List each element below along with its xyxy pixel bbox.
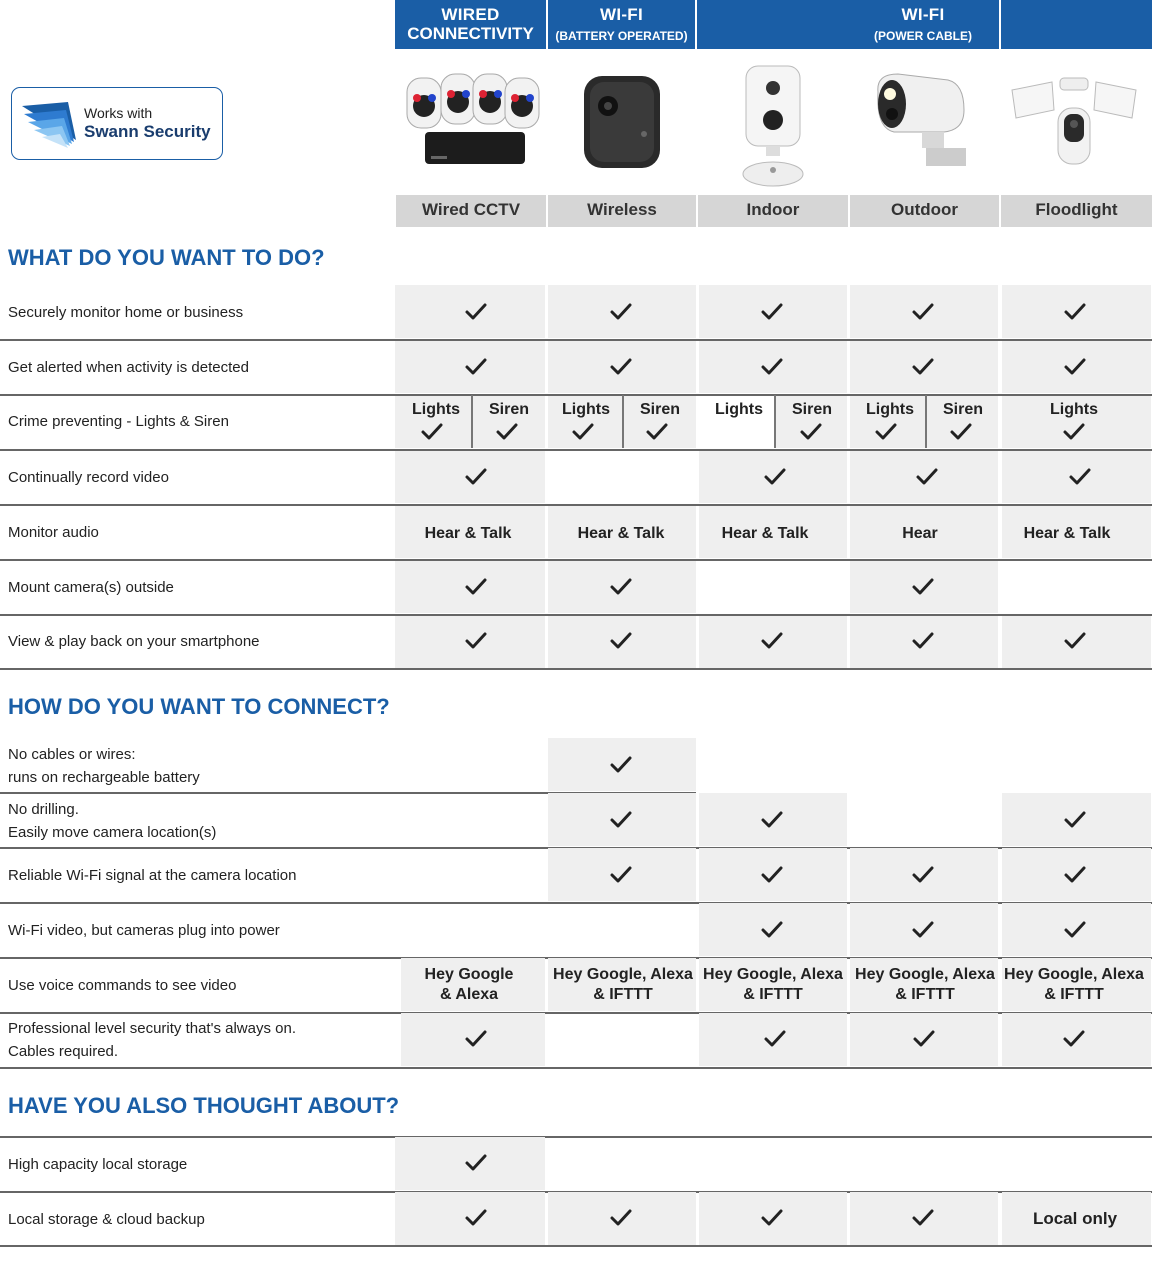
row-label-record: Continually record video [8,469,169,486]
row-divider [0,504,1152,506]
row-divider [0,1136,1152,1138]
section-heading-do: WHAT DO YOU WANT TO DO? [8,245,325,270]
row-label-nodrill-line2: Easily move camera location(s) [8,824,217,841]
voice-wired [394,965,544,1005]
audio-floodlight [992,524,1142,544]
check-icon [1063,357,1087,377]
row-label-wifi-power: Wi-Fi video, but cameras plug into power [8,922,280,939]
audio-indoor [690,524,840,544]
check-icon [760,865,784,885]
check-icon [464,357,488,377]
row-label-playback: View & play back on your smartphone [8,633,260,650]
voice-wired-line1: Hey Google [424,966,514,983]
check-icon [1062,422,1086,442]
check-icon [763,1029,787,1049]
voice-indoor-line1: Hey Google, Alexa [703,966,843,983]
check-icon [760,302,784,322]
check-icon [874,422,898,442]
check-icon [915,467,939,487]
audio-wired [393,524,543,544]
audio-outdoor [845,524,995,544]
check-icon [571,422,595,442]
crime-subdivider [622,395,624,448]
header-wifi-battery [548,0,695,49]
check-icon [760,1208,784,1228]
check-icon [609,357,633,377]
check-icon [645,422,669,442]
swann-logo [11,87,223,160]
row-divider [0,1245,1152,1247]
row-label-storage: High capacity local storage [8,1156,188,1173]
voice-indoor-line2: & IFTTT [743,986,803,1003]
header-wifi-power-line2: (POWER CABLE) [874,29,972,43]
check-icon [1068,467,1092,487]
check-icon [1063,631,1087,651]
crime-siren-label: Siren [639,401,680,418]
voice-indoor [698,965,848,1005]
check-icon [760,631,784,651]
check-icon [1063,302,1087,322]
header-wifi-power [697,0,1152,49]
check-icon [464,631,488,651]
row-divider [0,614,1152,616]
check-icon [464,467,488,487]
check-icon [464,577,488,597]
check-icon [464,1029,488,1049]
row-label-voice: Use voice commands to see video [8,977,237,994]
check-icon [609,865,633,885]
crime-siren-label: Siren [488,401,529,418]
crime-siren-label: Siren [791,401,832,418]
crime-lights-label: Lights [1050,401,1098,418]
row-label-pro-line1: Professional level security that's always on. [8,1020,296,1037]
crime-lights-label: Lights [412,401,460,418]
row-label-nodrill-line1: No drilling. [8,801,79,818]
category-wired-cctv: Wired CCTV [396,195,546,227]
check-icon [609,631,633,651]
logo-line2: Swann Security [84,122,211,141]
outdoor-camera-image [868,70,974,170]
voice-floodlight [999,965,1149,1005]
header-wifi-battery-line2: (BATTERY OPERATED) [555,29,688,43]
row-label-nocables [8,743,200,789]
check-icon [1063,865,1087,885]
row-label-crime: Crime preventing - Lights & Siren [8,413,229,430]
voice-wireless-line2: & IFTTT [593,986,653,1003]
check-icon [609,755,633,775]
header-wired [395,0,546,49]
check-icon [464,1208,488,1228]
voice-wireless [548,965,698,1005]
row-divider [0,339,1152,341]
header-wifi-battery-line1: WI-FI [599,5,644,24]
header-wired-line1: WIRED [441,5,500,24]
check-icon [949,422,973,442]
row-label-nocables-line1: No cables or wires: [8,746,136,763]
row-label-audio: Monitor audio [8,524,99,541]
check-icon [609,577,633,597]
row-label-mount: Mount camera(s) outside [8,579,174,596]
crime-siren-label: Siren [942,401,983,418]
check-icon [911,357,935,377]
category-outdoor: Outdoor [850,195,999,227]
floodlight-camera-image [1008,74,1140,168]
check-icon [911,577,935,597]
row-divider [0,1067,1152,1069]
voice-outdoor [850,965,1000,1005]
voice-outdoor-line2: & IFTTT [895,986,955,1003]
header-wifi-power-line1: WI-FI [901,5,945,24]
indoor-camera-image [740,62,806,188]
swann-wing-icon [20,100,82,150]
category-floodlight: Floodlight [1001,195,1152,227]
backup-floodlight-local-only: Local only [1032,1209,1118,1228]
check-icon [799,422,823,442]
check-icon [420,422,444,442]
row-divider [0,668,1152,670]
voice-floodlight-line2: & IFTTT [1044,986,1104,1003]
crime-lights-label: Lights [562,401,610,418]
voice-wireless-line1: Hey Google, Alexa [553,966,693,983]
header-divider [999,0,1001,49]
check-icon [464,1153,488,1173]
check-icon [760,357,784,377]
row-label-nodrill [8,798,216,844]
row-divider [0,559,1152,561]
audio-floodlight-line1: Hear & Talk [1023,525,1111,542]
check-icon [911,631,935,651]
check-icon [763,467,787,487]
check-icon [911,302,935,322]
row-label-pro [8,1017,296,1063]
check-icon [609,1208,633,1228]
audio-indoor-line1: Hear & Talk [721,525,809,542]
check-icon [609,810,633,830]
check-icon [911,1208,935,1228]
crime-lights-label: Lights [715,401,763,418]
check-icon [1063,920,1087,940]
row-label-pro-line2: Cables required. [8,1043,119,1060]
check-icon [760,810,784,830]
wired-cctv-image [405,70,541,170]
check-icon [911,920,935,940]
section-heading-connect: HOW DO YOU WANT TO CONNECT? [8,694,390,719]
row-label-monitor: Securely monitor home or business [8,304,244,321]
check-icon [464,302,488,322]
voice-floodlight-line1: Hey Google, Alexa [1004,966,1144,983]
row-label-nocables-line2: runs on rechargeable battery [8,769,200,786]
audio-wireless [546,524,696,544]
audio-wired-line1: Hear & Talk [424,525,512,542]
crime-subdivider [925,395,927,448]
crime-subdivider [774,395,776,448]
row-divider [0,449,1152,451]
check-icon [1062,1029,1086,1049]
check-icon [912,1029,936,1049]
row-label-alerted: Get alerted when activity is detected [8,359,249,376]
row-label-wifi-signal: Reliable Wi-Fi signal at the camera location [8,867,297,884]
check-icon [911,865,935,885]
category-wireless: Wireless [548,195,696,227]
section-heading-also: HAVE YOU ALSO THOUGHT ABOUT? [8,1093,400,1118]
audio-wireless-line1: Hear & Talk [577,525,665,542]
row-label-backup: Local storage & cloud backup [8,1211,205,1228]
header-wired-line2: CONNECTIVITY [407,24,534,43]
check-icon [495,422,519,442]
check-icon [1063,810,1087,830]
logo-line1: Works with [84,105,153,121]
audio-outdoor-line1: Hear [902,525,938,542]
voice-outdoor-line1: Hey Google, Alexa [855,966,995,983]
row-divider [0,394,1152,396]
category-indoor: Indoor [698,195,848,227]
check-icon [609,302,633,322]
crime-subdivider [471,395,473,448]
voice-wired-line2: & Alexa [439,986,499,1003]
check-icon [760,920,784,940]
crime-lights-label: Lights [866,401,914,418]
wireless-camera-image [580,72,664,172]
